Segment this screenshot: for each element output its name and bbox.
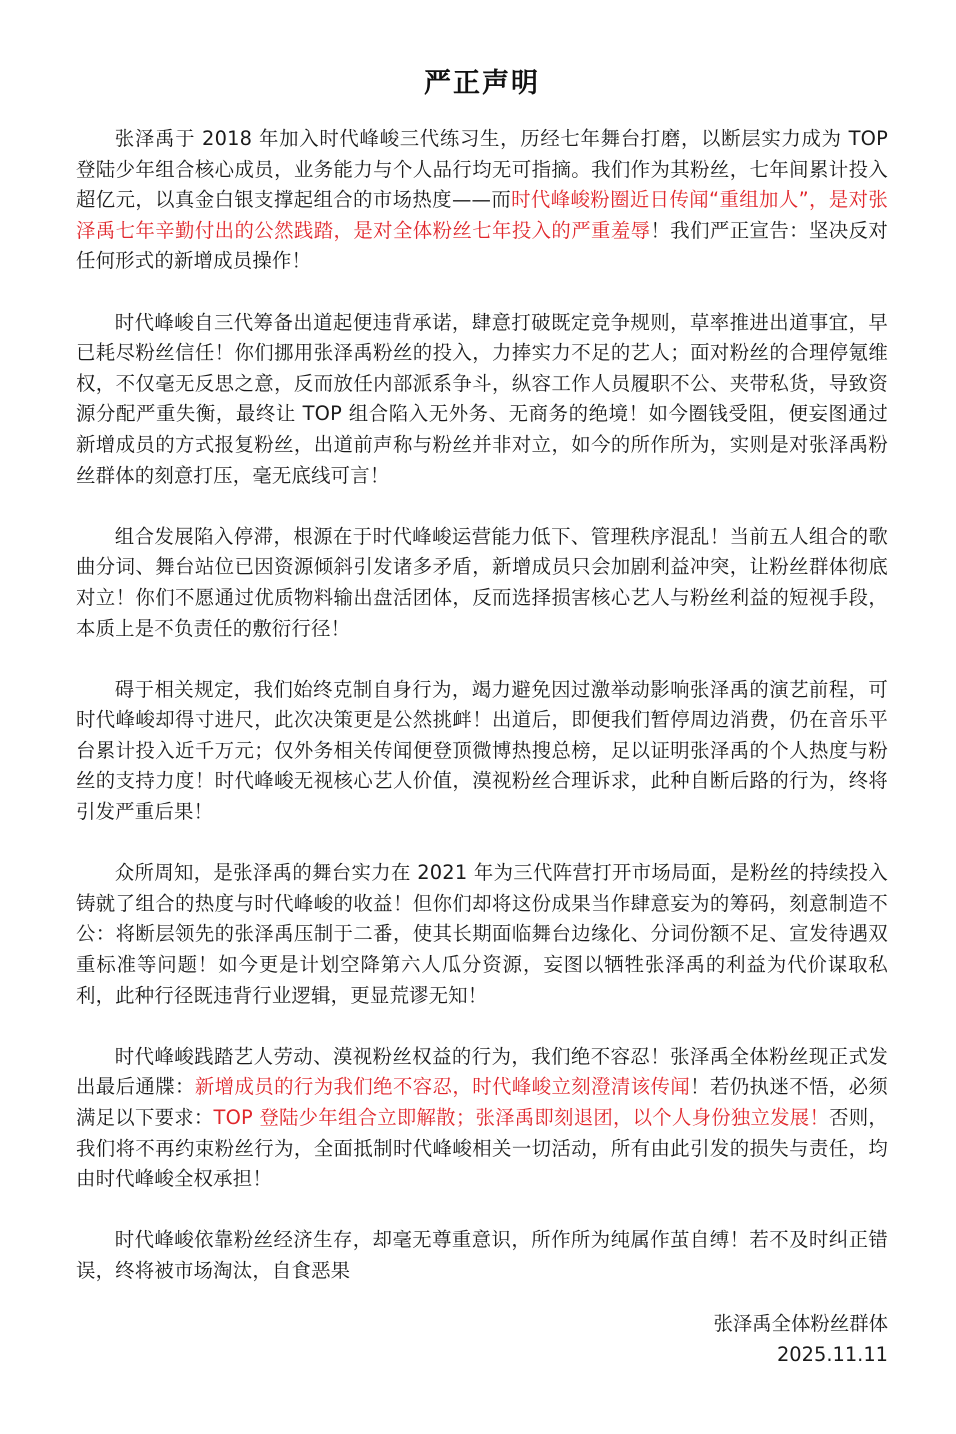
highlighted-text: 新增成员的行为我们绝不容忍，时代峰峻立刻澄清该传闻 (194, 1075, 691, 1099)
paragraph-text: ！我们严正宣告：坚决反对任何形式的新增成员操作！ (76, 218, 888, 273)
paragraph-text: 众所周知，是张泽禹的舞台实力在 2021 年为三代阵营打开市场局面，是粉丝的持续投入铸就了组合的热度与时代峰峻的收益！但你们却将这份成果当作肆意妄为的筹码，刻意制造不公：将断层领先的张泽禹压制于二番，使其长期面临舞台边缘化、分词份额不足、宣发待遇双重标准等问题！如今更是计划空降第六人瓜分资源，妄图以牺牲张泽禹的利益为代价谋取私利，此种行径既违背行业逻辑，更显荒谬无知！ (76, 861, 888, 1007)
highlighted-text: TOP 登陆少年组合立即解散；张泽禹即刻退团，以个人身份独立发展！ (213, 1106, 830, 1129)
paragraph-text: 碍于相关规定，我们始终克制自身行为，竭力避免因过激举动影响张泽禹的演艺前程，可时代峰峻却得寸进尺，此次决策更是公然挑衅！出道后，即便我们暂停周边消费，仍在音乐平台累计投入近千万元；仅外务相关传闻便登顶微博热搜总榜，足以证明张泽禹的个人热度与粉丝的支持力度！时代峰峻无视核心艺人价值，漠视粉丝合理诉求，此种自断后路的行为，终将引发严重后果！ (76, 677, 888, 824)
paragraph-text: ！若仍执迷不悟，必须满足以下要求： (76, 1075, 889, 1129)
paragraph-text: 时代峰峻依靠粉丝经济生存，却毫无尊重意识，所作所为纯属作茧自缚！若不及时纠正错误，终将被市场淘汰，自食恶果 (76, 1228, 888, 1282)
statement-paragraph (76, 308, 888, 492)
statement-paragraph (76, 1225, 888, 1286)
paragraph-text: 否则，我们将不再约束粉丝行为，全面抵制时代峰峻相关一切活动，所有由此引发的损失与责任，均由时代峰峻全权承担！ (76, 1106, 888, 1191)
signature-date: 2025.11.11 (776, 1343, 888, 1366)
document-title: 严正声明 (424, 68, 540, 99)
statement-paragraph (76, 675, 888, 828)
paragraph-text: 时代峰峻践踏艺人劳动、漠视粉丝权益的行为，我们绝不容忍！张泽禹全体粉丝现正式发出最后通牒： (76, 1044, 888, 1099)
signature-name: 张泽禹全体粉丝群体 (713, 1312, 888, 1335)
statement-paragraph (76, 124, 888, 277)
paragraph-text: 时代峰峻自三代筹备出道起便违背承诺，肆意打破既定竞争规则，草率推进出道事宜，早已耗尽粉丝信任！你们挪用张泽禹粉丝的投入，力捧实力不足的艺人；面对粉丝的合理停氪维权，不仅毫无反思之意，反而放任内部派系争斗，纵容工作人员履职不公、夹带私货，导致资源分配严重失衡，最终让 TOP 组合陷入无外务、无商务的绝境！如今圈钱受阻，便妄图通过新增成员的方式报复粉丝，出道前声称与粉丝并非对立，如今的所作所为，实则是对张泽禹粉丝群体的刻意打压，毫无底线可言！ (76, 310, 888, 487)
statement-body (76, 124, 888, 1287)
statement-paragraph (76, 1042, 888, 1195)
paragraph-text: 张泽禹于 2018 年加入时代峰峻三代练习生，历经七年舞台打磨，以断层实力成为 TOP 登陆少年组合核心成员，业务能力与个人品行均无可指摘。我们作为其粉丝，七年间累计投入超亿元，以真金白银支撑起组合的市场热度——而 (76, 127, 888, 212)
paragraph-text: 组合发展陷入停滞，根源在于时代峰峻运营能力低下、管理秩序混乱！当前五人组合的歌曲分词、舞台站位已因资源倾斜引发诸多矛盾，新增成员只会加剧利益冲突，让粉丝群体彻底对立！你们不愿通过优质物料输出盘活团体，反而选择损害核心艺人与粉丝利益的短视手段，本质上是不负责任的敷衍行径！ (76, 524, 888, 640)
highlighted-text: 时代峰峻粉圈近日传闻“重组加人”，是对张泽禹七年辛勤付出的公然践踏，是对全体粉丝七年投入的严重羞辱 (76, 188, 889, 242)
signature-block (713, 1308, 888, 1370)
statement-paragraph (76, 522, 888, 644)
statement-paragraph (76, 858, 888, 1011)
statement-document (76, 62, 888, 1317)
